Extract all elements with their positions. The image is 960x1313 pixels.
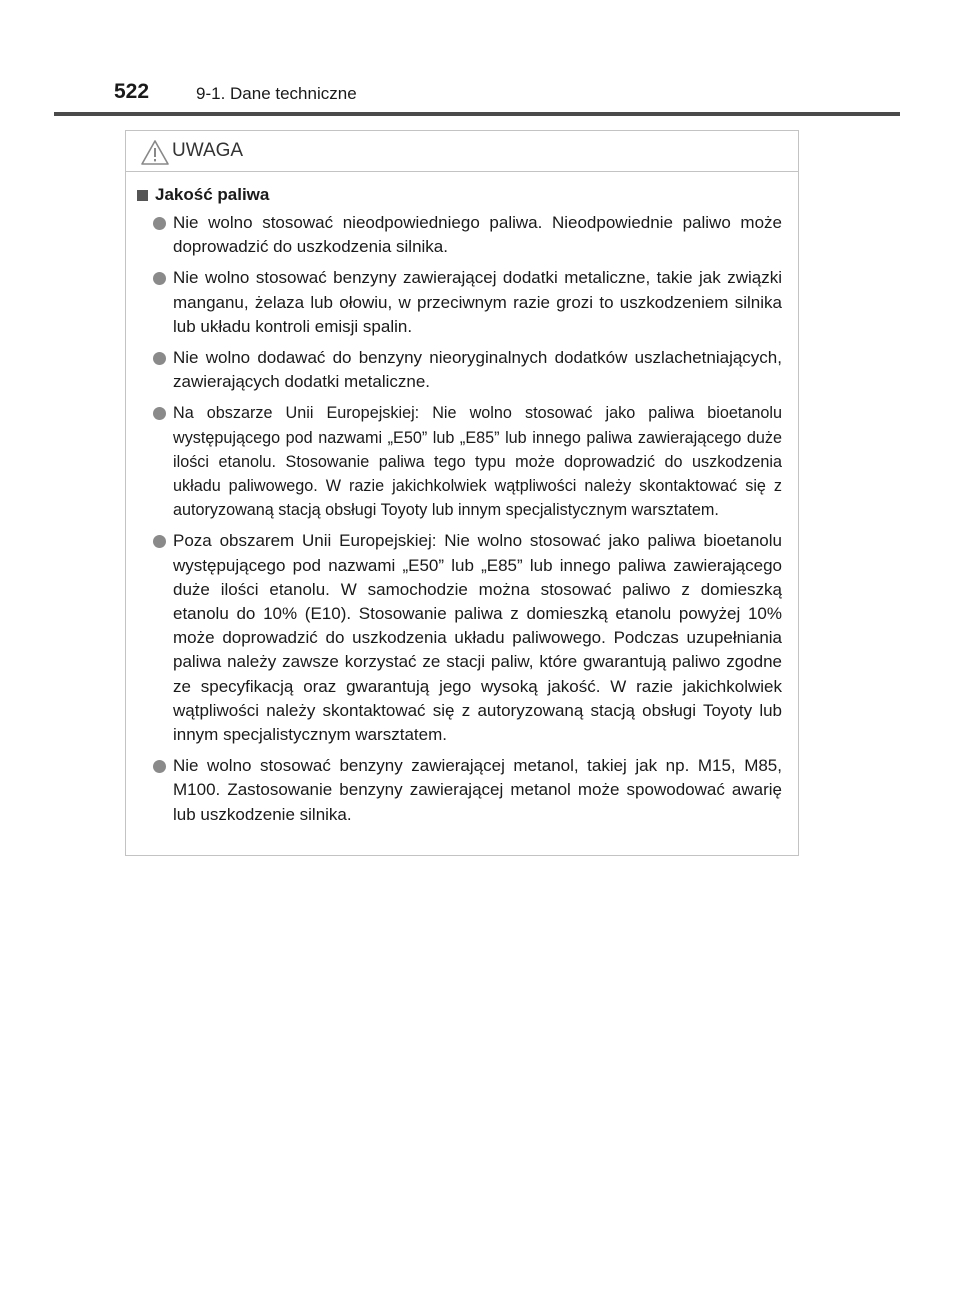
section-title: 9-1. Dane techniczne: [196, 84, 357, 103]
list-item-text: Poza obszarem Unii Europejskiej: Nie wolno stosować jako paliwa bioetanolu występującego pod nazwami „E50” lub „E85” lub innego paliwa zawierającego duże ilości etanolu. W samochodzie można stosować paliwo z domieszką etanolu do 10% (E10). Stosowanie paliwa z domieszką etanolu powyżej 10% może doprowadzić do uszkodzenia układu paliwowego. Podczas uzupełniania paliwa należy zawsze korzystać ze stacji paliw, które gwarantują paliwo zgodne ze specyfikacją oraz gwarantują jego wysoką jakość. W razie jakichkolwiek wątpliwości należy skontaktować się z autoryzowaną stacją obsługi Toyoty lub innym specjalistycznym warsztatem.: [173, 531, 782, 745]
subheading-text: Jakość paliwa: [155, 185, 270, 204]
warning-label: UWAGA: [172, 140, 244, 161]
list-item-text: Nie wolno stosować benzyny zawierającej dodatki metaliczne, takie jak związki manganu, żelaza lub ołowiu, w przeciwnym razie grozi to uszkodzeniem silnika lub układu kontroli emisji spalin.: [173, 268, 782, 336]
bullet-icon: [153, 407, 166, 420]
list-item: [137, 754, 782, 827]
list-item: [137, 211, 782, 259]
list-item: [137, 401, 782, 522]
square-bullet-icon: [137, 190, 148, 201]
warning-body: [126, 172, 798, 827]
page-number: 522: [114, 80, 150, 103]
page-header: [0, 0, 960, 116]
list-item-text: Nie wolno dodawać do benzyny nieoryginalnych dodatków uszlachetniających, zawierających dodatki metaliczne.: [173, 348, 782, 392]
warning-box: [125, 130, 799, 856]
list-item-text: Na obszarze Unii Europejskiej: Nie wolno stosować jako paliwa bioetanolu występującego pod nazwami „E50” lub „E85” lub innego paliwa zawierającego duże ilości etanolu. Stosowanie paliwa tego typu może doprowadzić do uszkodzenia układu paliwowego. W razie jakichkolwiek wątpliwości należy skontaktować się z autoryzowaną stacją obsługi Toyoty lub innym specjalistycznym warsztatem.: [173, 404, 782, 520]
list-item-text: Nie wolno stosować benzyny zawierającej metanol, takiej jak np. M15, M85, M100. Zastosowanie benzyny zawierającej metanol może spowodować awarię lub uszkodzenie silnika.: [173, 756, 782, 824]
bullet-icon: [153, 272, 166, 285]
list-item-text: Nie wolno stosować nieodpowiedniego paliwa. Nieodpowiednie paliwo może doprowadzić do uszkodzenia silnika.: [173, 213, 782, 257]
bullet-icon: [153, 760, 166, 773]
bullet-icon: [153, 352, 166, 365]
list-item: [137, 529, 782, 747]
warning-header: [126, 131, 798, 172]
subheading: [137, 182, 782, 208]
list-item: [137, 346, 782, 394]
bullet-icon: [153, 217, 166, 230]
warning-triangle-icon: [140, 139, 170, 166]
bullet-icon: [153, 535, 166, 548]
list-item: [137, 266, 782, 339]
header-divider: [54, 112, 900, 116]
